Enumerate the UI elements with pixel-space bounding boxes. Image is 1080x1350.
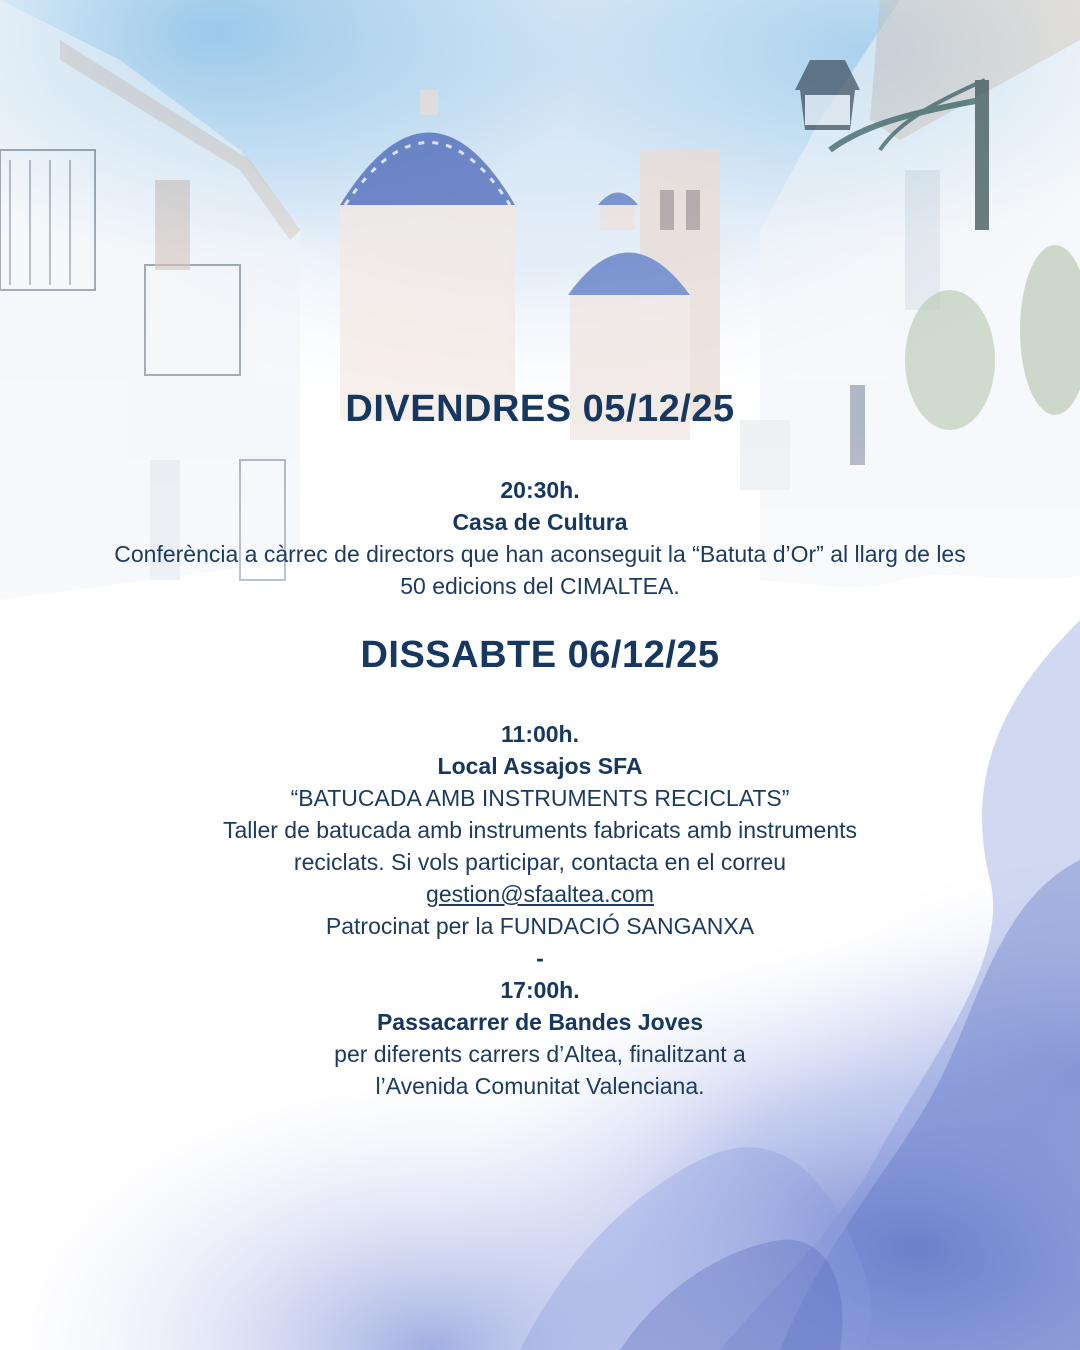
event-saturday-batucada [90, 718, 990, 942]
event-title: “BATUCADA AMB INSTRUMENTS RECICLATS” [290, 785, 790, 811]
event-place: Casa de Cultura [452, 509, 628, 535]
event-description-line-1: Taller de batucada amb instruments fabricats amb instruments [222, 817, 858, 843]
day-heading-friday: DIVENDRES 05/12/25 [345, 388, 735, 430]
event-time: 11:00h. [501, 721, 579, 747]
event-time: 20:30h. [500, 477, 580, 503]
event-description-line-2: l’Avenida Comunitat Valenciana. [375, 1073, 705, 1099]
event-separator: - [536, 945, 544, 971]
event-place: Passacarrer de Bandes Joves [376, 1009, 704, 1035]
event-sponsor: Patrocinat per la FUNDACIÓ SANGANXA [325, 913, 755, 939]
contact-email-link[interactable]: gestion@sfaaltea.com [426, 881, 654, 907]
event-time: 17:00h. [500, 977, 580, 1003]
event-place: Local Assajos SFA [437, 753, 643, 779]
event-description-line-2: reciclats. Si vols participar, contacta en el correu [293, 849, 787, 875]
event-description: Conferència a càrrec de directors que han aconseguit la “Batuta d’Or” al llarg de les 50 edicions del CIMALTEA. [114, 541, 966, 599]
event-saturday-parade [90, 942, 990, 1102]
event-description-line-1: per diferents carrers d’Altea, finalitzant a [334, 1041, 746, 1067]
event-friday-conference [90, 474, 990, 602]
day-heading-saturday: DISSABTE 06/12/25 [360, 634, 720, 676]
